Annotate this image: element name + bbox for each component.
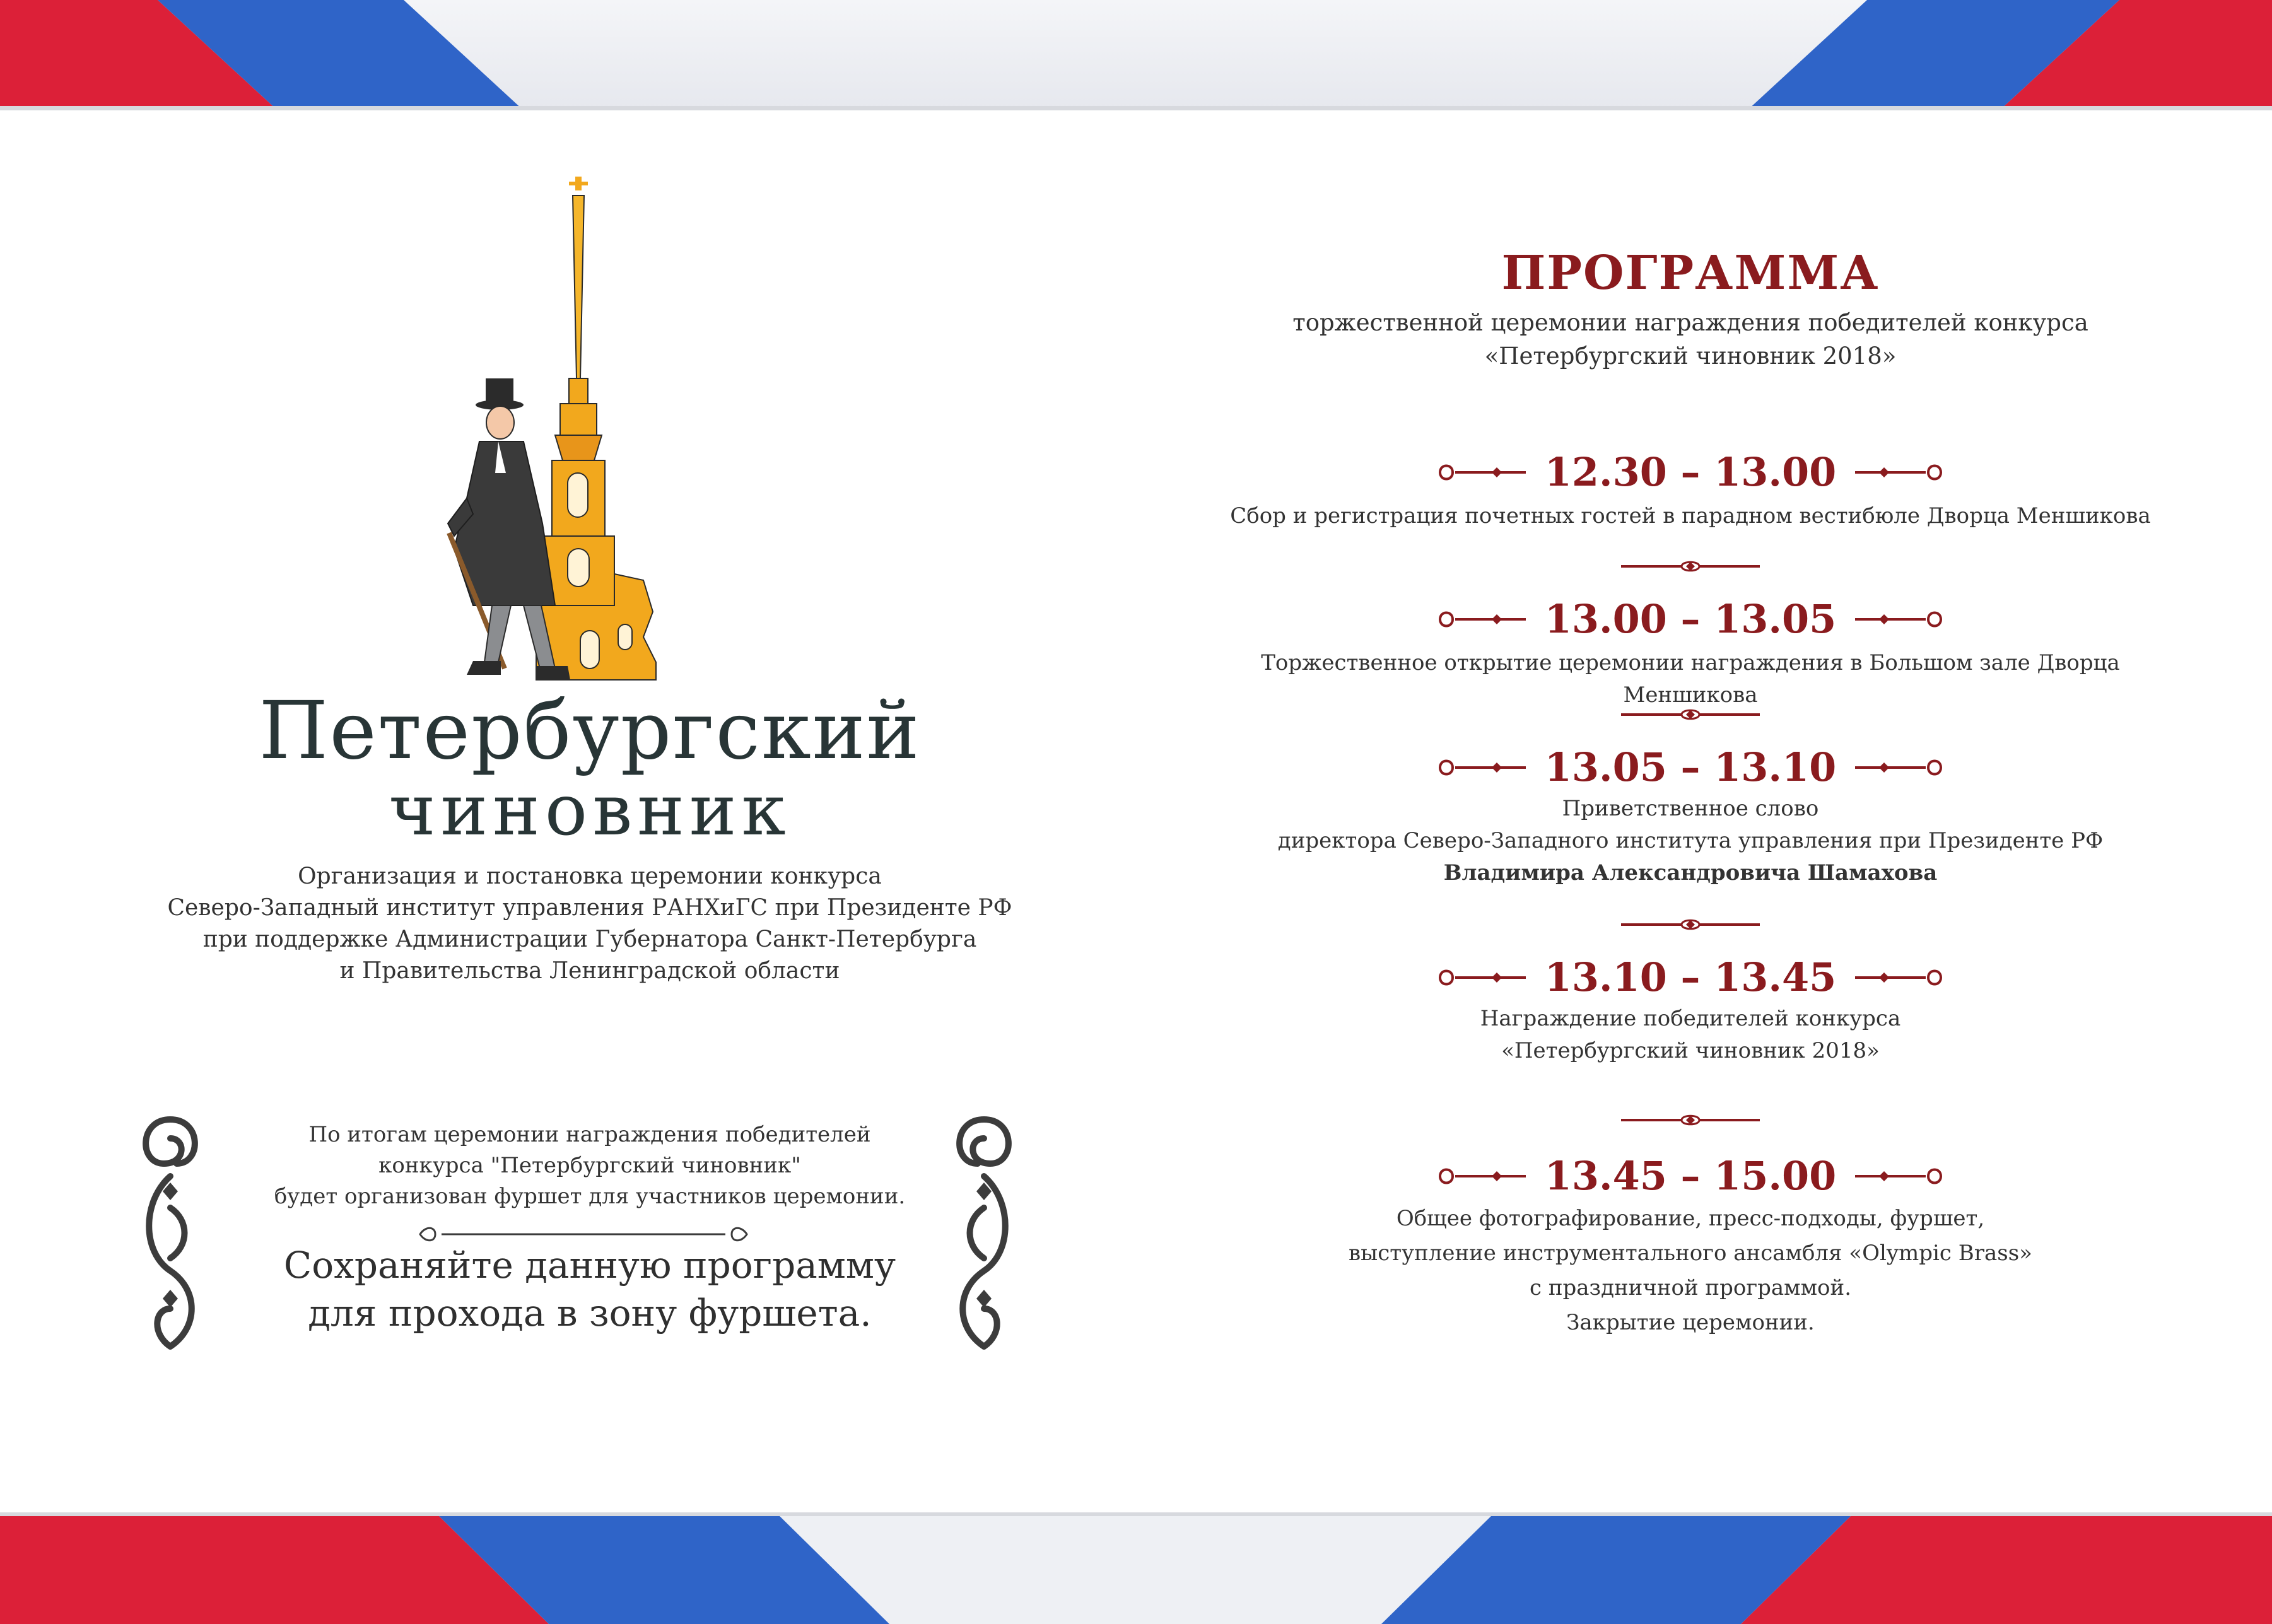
slot-description-line: директора Северо-Западного института управления при Президенте РФ: [1277, 828, 2104, 853]
keep-program-notice: [0, 1241, 1180, 1337]
keep-program-line: для прохода в зону фуршета.: [308, 1292, 872, 1335]
slot-description-line: Награждение победителей конкурса: [1480, 1006, 1901, 1031]
buffet-note-line: По итогам церемонии награждения победителей: [308, 1122, 871, 1147]
buffet-note-line: конкурса "Петербургский чиновник": [378, 1153, 801, 1178]
slot-description-line: выступление инструментального ансамбля «Olympic Brass»: [1349, 1241, 2032, 1266]
slot-time: 13.05 – 13.10: [1544, 744, 1837, 790]
logo-illustration: [435, 170, 662, 690]
flourish-ornament-icon: [1434, 607, 1528, 632]
slot-speaker-name-text: Владимира Александровича Шамахова: [1443, 860, 1938, 885]
slot-divider-icon: [1621, 918, 1760, 934]
flourish-ornament-icon: [1853, 460, 1947, 485]
slot-description-line: Приветственное слово: [1562, 796, 1819, 821]
slot-description-line: с праздничной программой.: [1530, 1275, 1851, 1300]
flourish-ornament-icon: [1853, 1164, 1947, 1189]
program-slot: [1198, 449, 2182, 532]
brand-title-line1: Петербургский: [259, 684, 921, 777]
top-tricolor-band: [0, 0, 2272, 110]
slot-description-line: «Петербургский чиновник 2018»: [1501, 1038, 1880, 1063]
flourish-ornament-icon: [1434, 460, 1528, 485]
flourish-ornament-icon: [1853, 755, 1947, 780]
organization-text: [0, 861, 1180, 987]
slot-description-line: Общее фотографирование, пресс-подходы, фуршет,: [1396, 1206, 1985, 1231]
slot-divider-icon: [1621, 559, 1760, 576]
brand-title-line2: чиновник: [389, 769, 791, 851]
buffet-note: [0, 1119, 1180, 1212]
organization-line: и Правительства Ленинградской области: [339, 958, 840, 984]
organization-line: Организация и постановка церемонии конкурса: [298, 863, 882, 889]
slot-time: 13.10 – 13.45: [1544, 954, 1837, 1000]
slot-description-line: Торжественное открытие церемонии награждения в Большом зале Дворца Меншикова: [1261, 650, 2120, 708]
program-subtitle: [1198, 306, 2182, 373]
flourish-ornament-icon: [1853, 607, 1947, 632]
slot-divider-icon: [1621, 1113, 1760, 1130]
keep-program-line: Сохраняйте данную программу: [283, 1244, 896, 1287]
slot-speaker-name: [1198, 857, 2182, 889]
flourish-ornament-icon: [1434, 755, 1528, 780]
program-title: ПРОГРАММА: [1501, 246, 1880, 300]
slot-divider-icon: [1621, 708, 1760, 724]
program-slot: [1198, 954, 2182, 1067]
buffet-note-line: будет организован фуршет для участников церемонии.: [274, 1184, 906, 1209]
slot-description-line: Сбор и регистрация почетных гостей в парадном вестибюле Дворца Меншикова: [1230, 503, 2151, 529]
program-slot: [1198, 1153, 2182, 1340]
program-subtitle-line: торжественной церемонии награждения победителей конкурса: [1292, 309, 2088, 336]
flourish-ornament-icon: [1853, 965, 1947, 990]
bottom-tricolor-band: [0, 1512, 2272, 1624]
slot-time: 12.30 – 13.00: [1544, 449, 1837, 495]
program-subtitle-line: «Петербургский чиновник 2018»: [1484, 342, 1897, 370]
organization-line: Северо-Западный институт управления РАНХиГС при Президенте РФ: [167, 895, 1012, 921]
slot-time: 13.45 – 15.00: [1544, 1153, 1837, 1199]
flourish-ornament-icon: [1434, 965, 1528, 990]
organization-line: при поддержке Администрации Губернатора Санкт-Петербурга: [202, 926, 977, 952]
flourish-ornament-icon: [1434, 1164, 1528, 1189]
slot-description-line: Закрытие церемонии.: [1566, 1310, 1815, 1335]
slot-time: 13.00 – 13.05: [1544, 596, 1837, 642]
program-slot: [1198, 596, 2182, 711]
program-slot: [1198, 744, 2182, 889]
